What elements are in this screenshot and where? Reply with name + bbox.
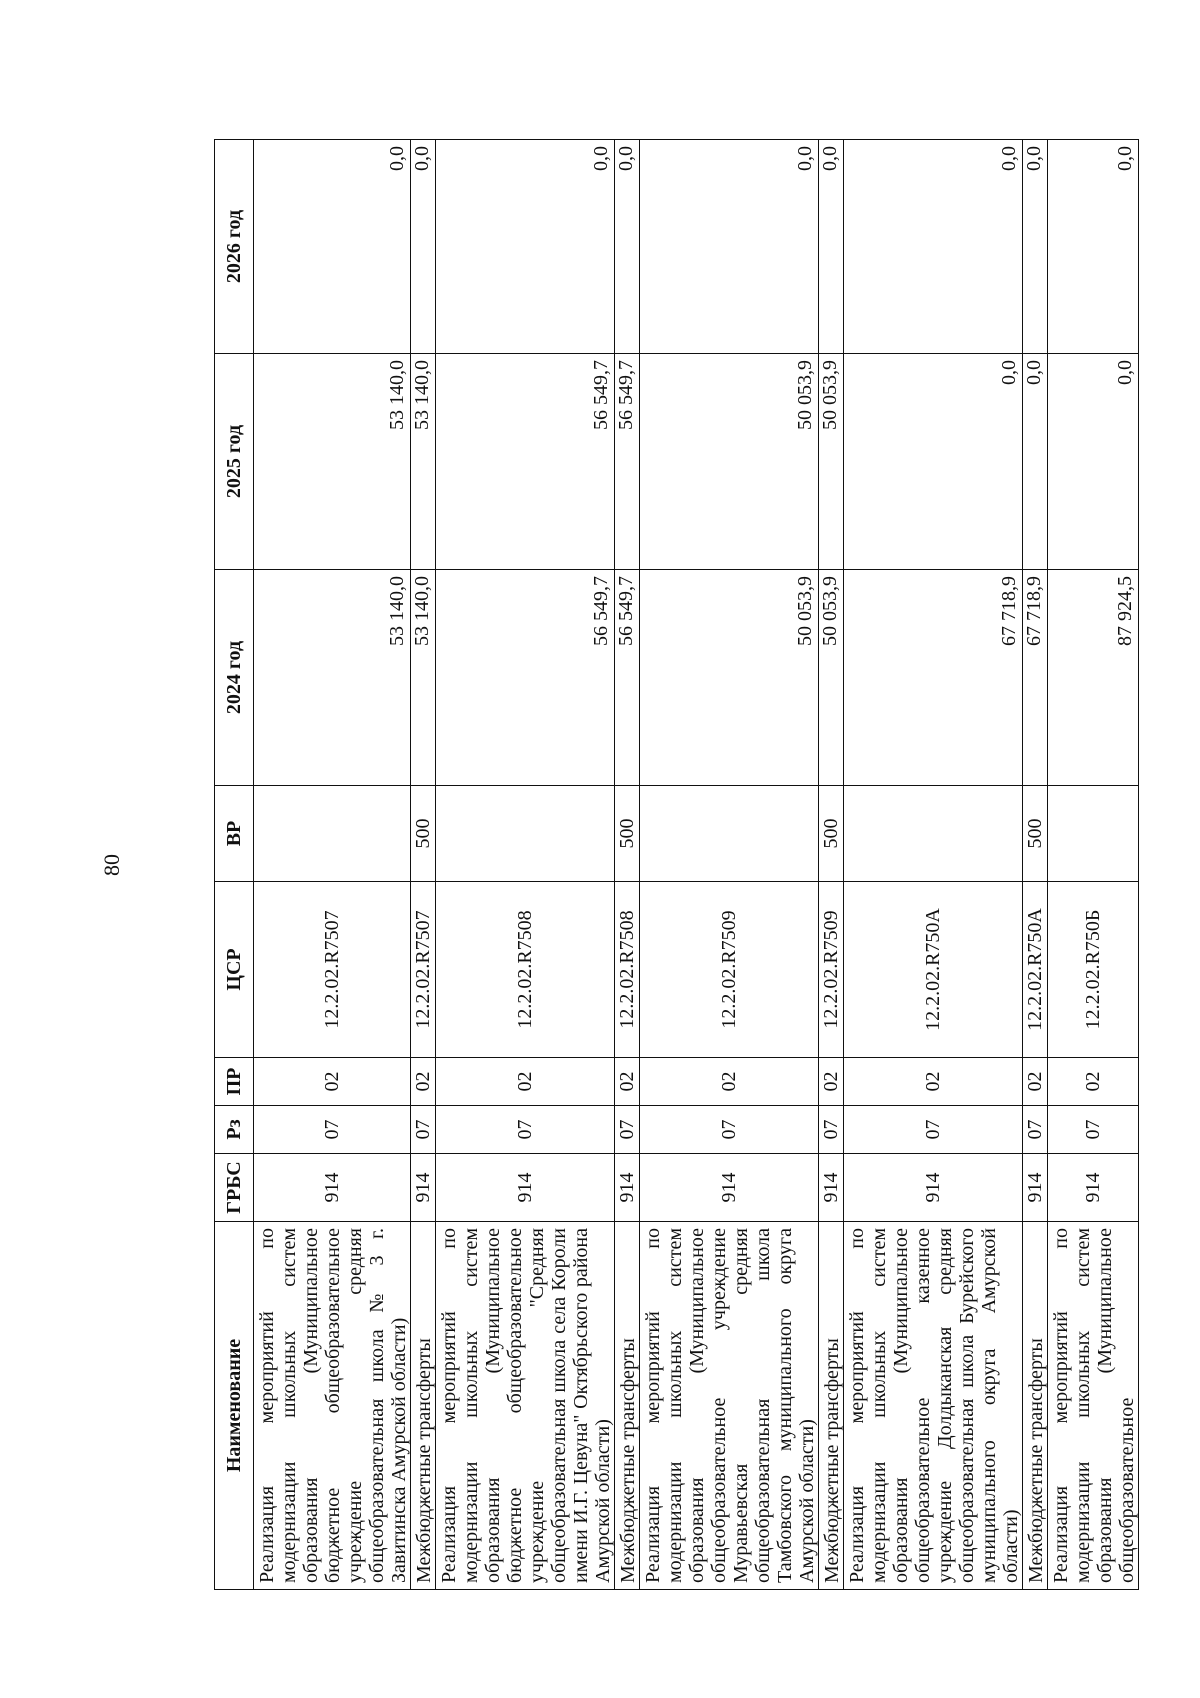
cell-2024: 50 053,9 xyxy=(640,570,819,786)
cell-vr: 500 xyxy=(615,786,640,882)
cell-name: Межбюджетные трансферты xyxy=(411,1222,436,1590)
header-2026: 2026 год xyxy=(215,140,254,354)
cell-pr: 02 xyxy=(1048,1058,1139,1106)
cell-name: Межбюджетные трансферты xyxy=(819,1222,844,1590)
cell-2026: 0,0 xyxy=(436,140,615,354)
cell-2024: 53 140,0 xyxy=(254,570,411,786)
cell-vr xyxy=(640,786,819,882)
cell-pr: 02 xyxy=(436,1058,615,1106)
cell-grbs: 914 xyxy=(640,1154,819,1222)
table-row xyxy=(640,140,819,1590)
header-2025: 2025 год xyxy=(215,354,254,570)
cell-2024: 53 140,0 xyxy=(411,570,436,786)
cell-2025: 56 549,7 xyxy=(615,354,640,570)
cell-2024: 50 053,9 xyxy=(819,570,844,786)
cell-grbs: 914 xyxy=(1048,1154,1139,1222)
table-row xyxy=(436,140,615,1590)
cell-csr: 12.2.02.R7507 xyxy=(254,882,411,1058)
cell-2026: 0,0 xyxy=(615,140,640,354)
cell-2024: 56 549,7 xyxy=(615,570,640,786)
cell-2026: 0,0 xyxy=(844,140,1023,354)
cell-2024: 67 718,9 xyxy=(844,570,1023,786)
cell-rz: 07 xyxy=(436,1106,615,1154)
cell-2025: 53 140,0 xyxy=(411,354,436,570)
cell-csr: 12.2.02.R750А xyxy=(844,882,1023,1058)
cell-grbs: 914 xyxy=(844,1154,1023,1222)
cell-grbs: 914 xyxy=(1023,1154,1048,1222)
page-number: 80 xyxy=(99,854,124,876)
cell-2025: 0,0 xyxy=(1048,354,1139,570)
header-rz: Рз xyxy=(215,1106,254,1154)
cell-pr: 02 xyxy=(844,1058,1023,1106)
cell-vr: 500 xyxy=(819,786,844,882)
cell-rz: 07 xyxy=(1048,1106,1139,1154)
cell-csr: 12.2.02.R7507 xyxy=(411,882,436,1058)
cell-name: Реализация мероприятий по модернизации школьных систем образования (Муниципальное общеобразовательное xyxy=(1048,1222,1139,1590)
cell-csr: 12.2.02.R7509 xyxy=(640,882,819,1058)
table-row xyxy=(844,140,1023,1590)
cell-2026: 0,0 xyxy=(819,140,844,354)
cell-name: Реализация мероприятий по модернизации школьных систем образования (Муниципальное бюджетное общеобразовательное учреждение средняя общеобразовательная школа № 3 г. Завитинска Амурской области) xyxy=(254,1222,411,1590)
cell-2026: 0,0 xyxy=(254,140,411,354)
budget-table xyxy=(214,139,1139,1590)
table-row xyxy=(1023,140,1048,1590)
cell-vr xyxy=(844,786,1023,882)
cell-vr xyxy=(436,786,615,882)
cell-2025: 50 053,9 xyxy=(819,354,844,570)
cell-vr xyxy=(254,786,411,882)
header-grbs: ГРБС xyxy=(215,1154,254,1222)
cell-pr: 02 xyxy=(615,1058,640,1106)
header-2024: 2024 год xyxy=(215,570,254,786)
cell-2025: 53 140,0 xyxy=(254,354,411,570)
table-row xyxy=(819,140,844,1590)
header-vr: ВР xyxy=(215,786,254,882)
cell-pr: 02 xyxy=(254,1058,411,1106)
table-row xyxy=(411,140,436,1590)
cell-grbs: 914 xyxy=(819,1154,844,1222)
table-row xyxy=(1048,140,1139,1590)
table-header-row xyxy=(215,140,254,1590)
cell-rz: 07 xyxy=(1023,1106,1048,1154)
cell-2025: 50 053,9 xyxy=(640,354,819,570)
cell-rz: 07 xyxy=(819,1106,844,1154)
cell-2026: 0,0 xyxy=(640,140,819,354)
cell-rz: 07 xyxy=(615,1106,640,1154)
cell-csr: 12.2.02.R7509 xyxy=(819,882,844,1058)
cell-2025: 0,0 xyxy=(1023,354,1048,570)
cell-pr: 02 xyxy=(411,1058,436,1106)
cell-2025: 0,0 xyxy=(844,354,1023,570)
cell-name: Реализация мероприятий по модернизации школьных систем образования (Муниципальное общеобразовательное учреждение Муравьевская средняя общеобразовательная школа Тамбовского муниципального округа Амурской области) xyxy=(640,1222,819,1590)
cell-2025: 56 549,7 xyxy=(436,354,615,570)
cell-vr xyxy=(1048,786,1139,882)
cell-2026: 0,0 xyxy=(411,140,436,354)
cell-2024: 56 549,7 xyxy=(436,570,615,786)
cell-vr: 500 xyxy=(411,786,436,882)
cell-pr: 02 xyxy=(640,1058,819,1106)
cell-2024: 87 924,5 xyxy=(1048,570,1139,786)
cell-vr: 500 xyxy=(1023,786,1048,882)
cell-rz: 07 xyxy=(411,1106,436,1154)
cell-rz: 07 xyxy=(254,1106,411,1154)
header-name: Наименование xyxy=(215,1222,254,1590)
cell-csr: 12.2.02.R7508 xyxy=(436,882,615,1058)
rotated-table-wrapper xyxy=(214,140,1138,1590)
cell-name: Реализация мероприятий по модернизации школьных систем образования (Муниципальное общеобразовательное казенное учреждение Долдыканская средняя общеобразовательная школа Бурейского муниципального округа Амурской области) xyxy=(844,1222,1023,1590)
cell-name: Межбюджетные трансферты xyxy=(615,1222,640,1590)
cell-pr: 02 xyxy=(819,1058,844,1106)
cell-csr: 12.2.02.R750Б xyxy=(1048,882,1139,1058)
header-csr: ЦСР xyxy=(215,882,254,1058)
cell-csr: 12.2.02.R750А xyxy=(1023,882,1048,1058)
table-row xyxy=(254,140,411,1590)
cell-grbs: 914 xyxy=(254,1154,411,1222)
cell-grbs: 914 xyxy=(436,1154,615,1222)
cell-2026: 0,0 xyxy=(1048,140,1139,354)
table-row xyxy=(615,140,640,1590)
cell-2024: 67 718,9 xyxy=(1023,570,1048,786)
cell-pr: 02 xyxy=(1023,1058,1048,1106)
cell-grbs: 914 xyxy=(411,1154,436,1222)
header-pr: ПР xyxy=(215,1058,254,1106)
cell-grbs: 914 xyxy=(615,1154,640,1222)
cell-rz: 07 xyxy=(640,1106,819,1154)
cell-name: Межбюджетные трансферты xyxy=(1023,1222,1048,1590)
cell-name: Реализация мероприятий по модернизации школьных систем образования (Муниципальное бюджетное общеобразовательное учреждение "Средняя общеобразовательная школа села Короли имени И.Г. Цевуна" Октябрьского района Амурской области) xyxy=(436,1222,615,1590)
cell-csr: 12.2.02.R7508 xyxy=(615,882,640,1058)
cell-2026: 0,0 xyxy=(1023,140,1048,354)
cell-rz: 07 xyxy=(844,1106,1023,1154)
